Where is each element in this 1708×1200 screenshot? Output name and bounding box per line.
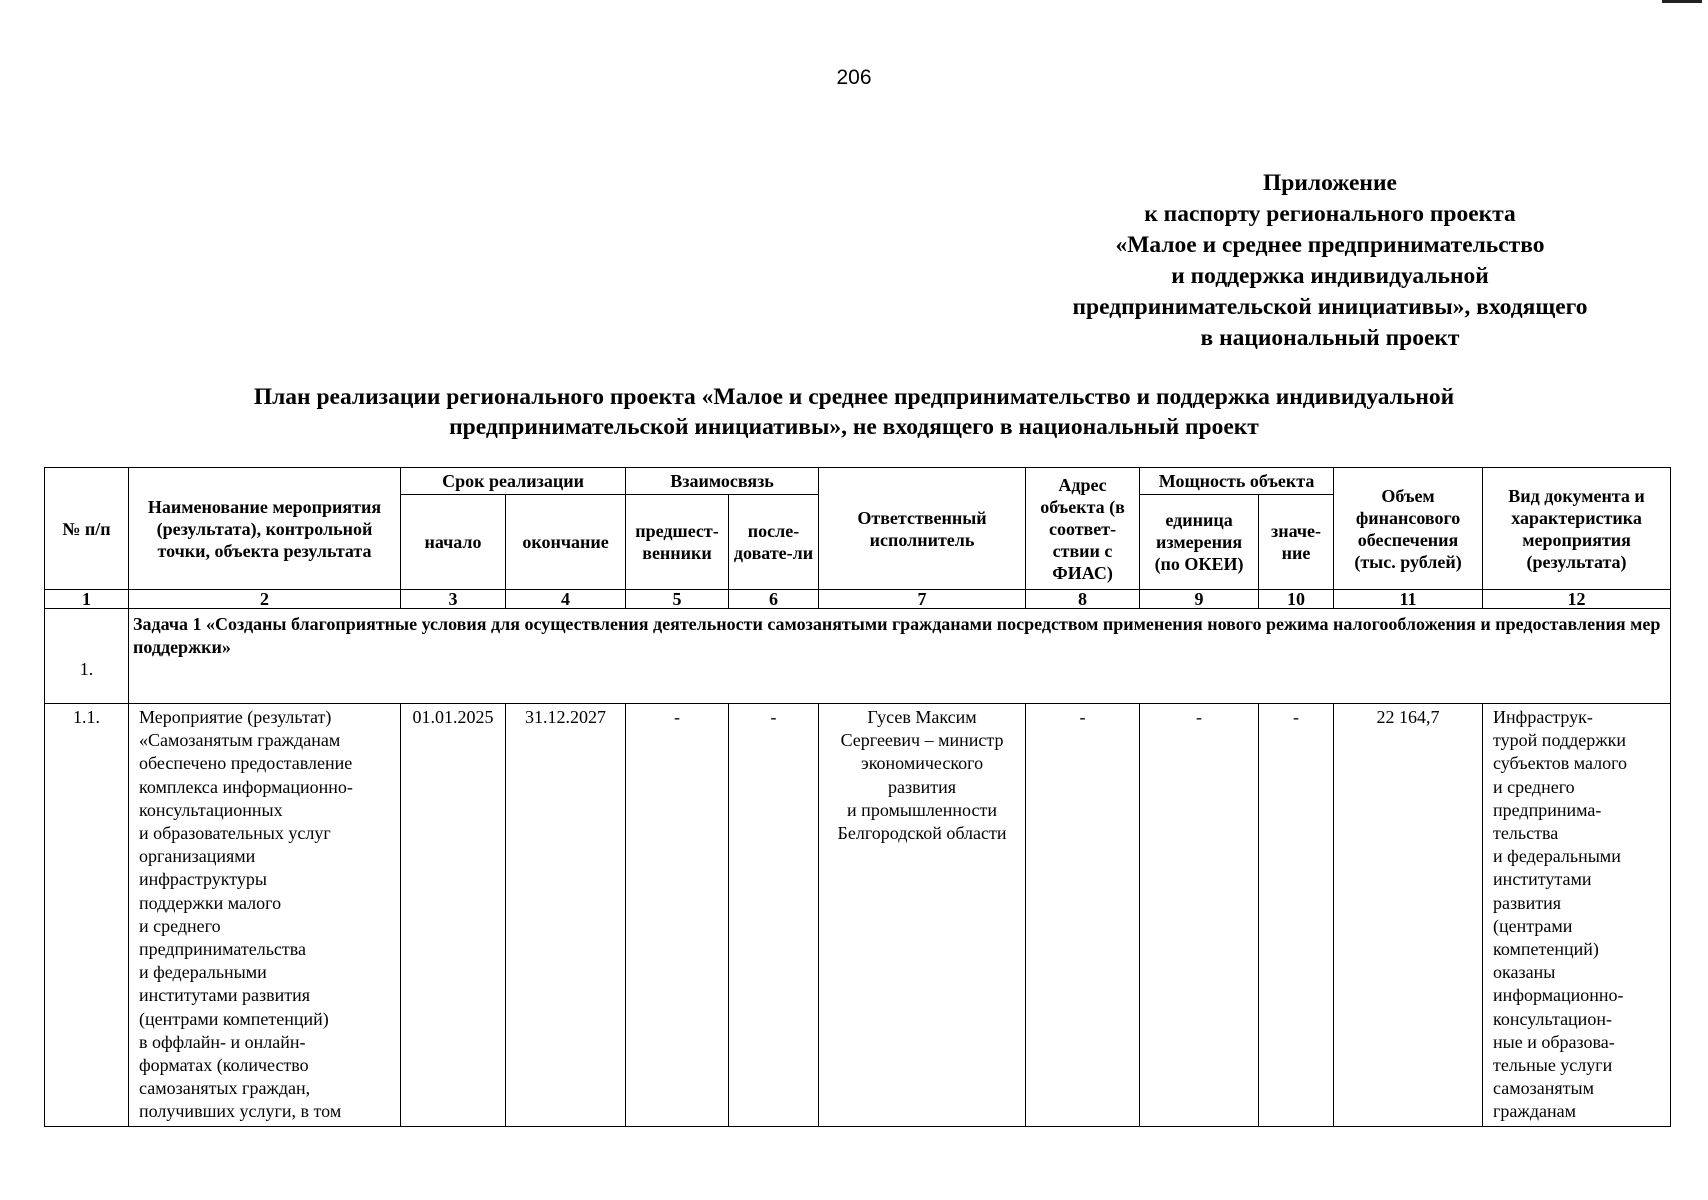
page-number: 206: [836, 66, 872, 89]
column-number: 8: [1026, 590, 1140, 609]
row-name: [129, 704, 401, 1127]
row-document-line: Инфраструк-: [1493, 707, 1593, 727]
row-value: -: [1259, 704, 1334, 1127]
row-successors: -: [729, 704, 819, 1127]
row-name-line: инфраструктуры: [139, 869, 267, 890]
row-document-line: ные и образова-: [1493, 1031, 1615, 1052]
row-document-line: компетенций): [1493, 939, 1599, 960]
column-number: 2: [129, 590, 401, 609]
row-document-line: консультацион-: [1493, 1008, 1612, 1029]
column-number: 5: [626, 590, 729, 609]
header-capacity: Мощность объекта: [1140, 468, 1334, 495]
row-name-line: институтами развития: [139, 985, 310, 1006]
row-document-line: гражданам: [1493, 1101, 1577, 1122]
task-text: Задача 1 «Созданы благоприятные условия для осуществления деятельности самозанятыми гражданами посредством применения нового режима налогообложения и предоставления мер поддержки»: [129, 609, 1671, 704]
appendix-line: Приложение: [1263, 170, 1397, 196]
row-name-line: получивших услуги, в том: [139, 1101, 342, 1122]
row-document-line: турой поддержки: [1493, 730, 1627, 751]
appendix-line: к паспорту регионального проекта: [1144, 201, 1516, 227]
header-unit: единица измерения (по ОКЕИ): [1140, 495, 1259, 590]
row-document-line: информационно-: [1493, 985, 1624, 1006]
row-document-line: субъектов малого: [1493, 753, 1628, 774]
column-number: 7: [819, 590, 1026, 609]
column-numbers-row: [45, 590, 1671, 609]
column-number: 3: [401, 590, 506, 609]
row-name-line: форматах (количество: [139, 1055, 309, 1076]
row-document-line: тельства: [1493, 823, 1559, 844]
row-document-line: самозанятым: [1493, 1078, 1594, 1099]
row-responsible-line: Белгородской области: [837, 823, 1007, 844]
column-number: 6: [729, 590, 819, 609]
header-address: Адрес объекта (в соответ-ствии с ФИАС): [1026, 468, 1140, 590]
appendix-line: в национальный проект: [1200, 325, 1460, 351]
header-row-top: [45, 468, 1671, 495]
row-document-line: институтами: [1493, 869, 1592, 890]
header-link: Взаимосвязь: [626, 468, 819, 495]
appendix-line: и поддержка индивидуальной: [1171, 263, 1489, 289]
row-document-line: (центрами: [1493, 915, 1573, 936]
row-name-line: Мероприятие (результат): [139, 707, 332, 727]
column-number: 1: [45, 590, 129, 609]
header-financing: Объем финансового обеспечения (тыс. рублей): [1334, 468, 1483, 590]
header-name: Наименование мероприятия (результата), контрольной точки, объекта результата: [129, 468, 401, 590]
column-number: 10: [1259, 590, 1334, 609]
row-name-line: «Самозанятым гражданам: [139, 730, 341, 751]
row-responsible: [819, 704, 1026, 1127]
appendix-line: предпринимательской инициативы», входящего: [1072, 294, 1588, 320]
column-number: 12: [1483, 590, 1671, 609]
row-name-line: и среднего: [139, 915, 221, 936]
row-document-line: развития: [1493, 892, 1562, 913]
row-responsible-line: и промышленности: [847, 799, 997, 820]
row-document-line: и среднего: [1493, 776, 1575, 797]
header-value: значе-ние: [1259, 495, 1334, 590]
column-number: 4: [506, 590, 626, 609]
task-row: [45, 609, 1671, 704]
task-number: 1.: [45, 609, 129, 704]
header-num: № п/п: [45, 468, 129, 590]
row-number: 1.1.: [45, 704, 129, 1127]
row-name-line: поддержки малого: [139, 892, 282, 913]
row-document-line: тельные услуги: [1493, 1055, 1613, 1076]
row-unit: -: [1140, 704, 1259, 1127]
row-name-line: консультационных: [139, 799, 283, 820]
plan-title: [0, 382, 1708, 442]
header-successors: после-довате-ли: [729, 495, 819, 590]
table-row: [45, 704, 1671, 1127]
row-name-line: и образовательных услуг: [139, 823, 331, 844]
row-name-line: и федеральными: [139, 962, 267, 983]
corner-mark: [1662, 0, 1702, 3]
row-name-line: организациями: [139, 846, 256, 867]
appendix-line: «Малое и среднее предпринимательство: [1115, 232, 1545, 258]
row-predecessors: -: [626, 704, 729, 1127]
row-name-line: обеспечено предоставление: [139, 753, 353, 774]
column-number: 9: [1140, 590, 1259, 609]
row-name-line: в оффлайн- и онлайн-: [139, 1031, 306, 1052]
plan-title-line: предпринимательской инициативы», не входящего в национальный проект: [449, 414, 1259, 440]
plan-title-line: План реализации регионального проекта «Малое и среднее предпринимательство и поддержка индивидуальной: [253, 384, 1455, 410]
row-name-line: комплекса информационно-: [139, 776, 353, 797]
header-term: Срок реализации: [401, 468, 626, 495]
row-document-line: и федеральными: [1493, 846, 1621, 867]
plan-table: [44, 467, 1671, 1127]
column-number: 11: [1334, 590, 1483, 609]
row-responsible-line: Гусев Максим: [867, 707, 977, 727]
row-document: [1483, 704, 1671, 1127]
row-name-line: предпринимательства: [139, 939, 307, 960]
row-responsible-line: Сергеевич – министр: [840, 730, 1004, 751]
row-address: -: [1026, 704, 1140, 1127]
row-name-line: самозанятых граждан,: [139, 1078, 311, 1099]
header-start: начало: [401, 495, 506, 590]
row-document-line: оказаны: [1493, 962, 1556, 983]
appendix-header: [1030, 168, 1630, 354]
header-predecessors: предшест-венники: [626, 495, 729, 590]
row-start-date: 01.01.2025: [401, 704, 506, 1127]
row-end-date: 31.12.2027: [506, 704, 626, 1127]
row-responsible-line: экономического: [860, 753, 984, 774]
row-responsible-line: развития: [888, 776, 957, 797]
header-end: окончание: [506, 495, 626, 590]
header-document: Вид документа и характеристика мероприятия (результата): [1483, 468, 1671, 590]
header-responsible: Ответственный исполнитель: [819, 468, 1026, 590]
row-name-line: (центрами компетенций): [139, 1008, 329, 1029]
row-document-line: предпринима-: [1493, 799, 1602, 820]
row-financing: 22 164,7: [1334, 704, 1483, 1127]
